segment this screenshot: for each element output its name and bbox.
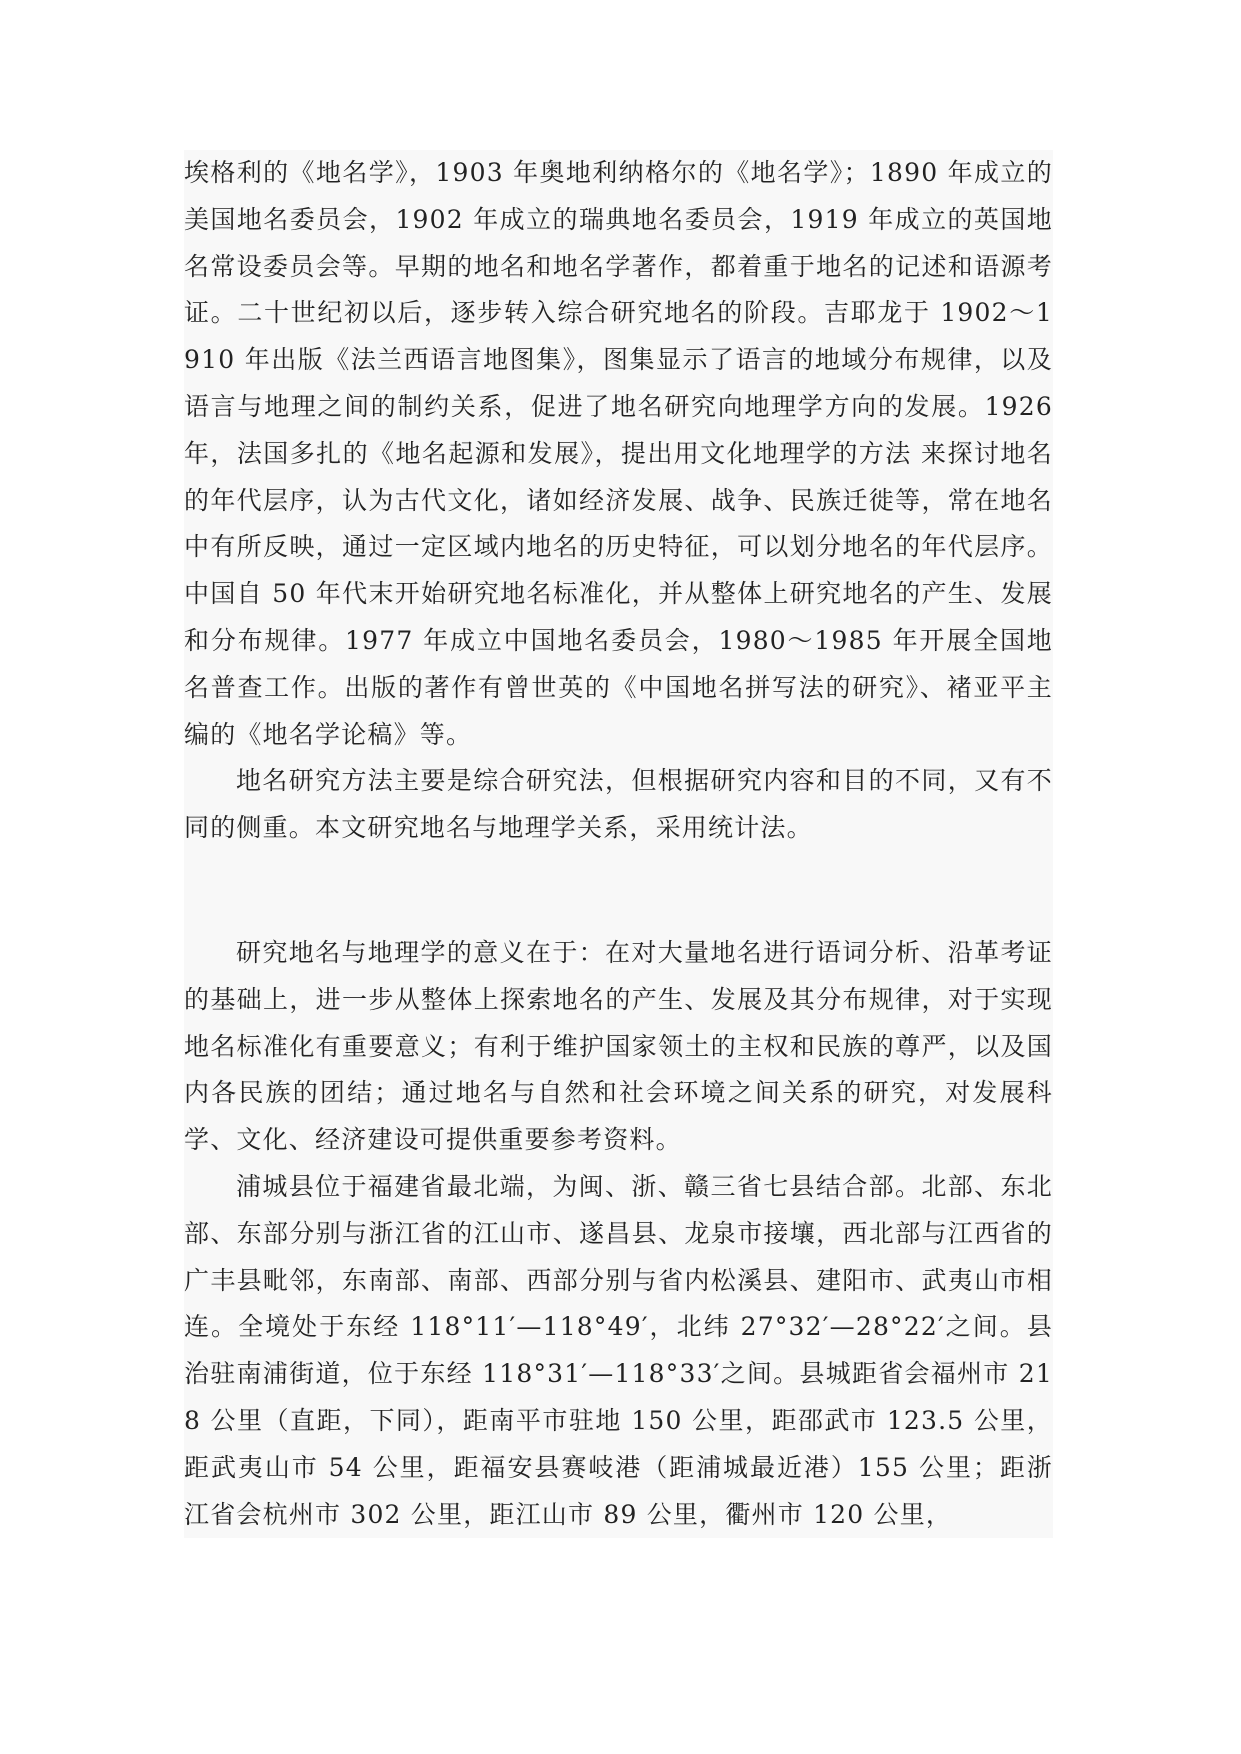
paragraph-location: 浦城县位于福建省最北端，为闽、浙、赣三省七县结合部。北部、东北部、东部分别与浙江省的江山市、遂昌县、龙泉市接壤，西北部与江西省的广丰县毗邻，东南部、南部、西部分别与省内松溪县、建阳市、武夷山市相连。全境处于东经 118°11′—118°49′，北纬 27°32′—28°22′之间。县治驻南浦街道，位于东经 118°31′—118°33′之间。县城距省会福州市 218 公里（直距，下同），距南平市驻地 150 公里，距邵武市 123.5 公里，距武夷山市 54 公里，距福安县赛岐港（距浦城最近港）155 公里；距浙江省会杭州市 302 公里，距江山市 89 公里，衢州市 120 公里， [184, 1171, 1053, 1529]
paragraph-history: 埃格利的《地名学》，1903 年奥地利纳格尔的《地名学》；1890 年成立的美国地名委员会，1902 年成立的瑞典地名委员会，1919 年成立的英国地名常设委员会等。早期的地名和地名学著作，都着重于地名的记述和语源考证。二十世纪初以后，逐步转入综合研究地名的阶段。吉耶龙于 1902～1910 年出版《法兰西语言地图集》，图集显示了语言的地域分布规律，以及语言与地理之间的制约关系，促进了地名研究向地理学方向的发展。1926 年，法国多扎的《地名起源和发展》，提出用文化地理学的方法 来探讨地名的年代层序，认为古代文化，诸如经济发展、战争、民族迁徙等，常在地名中有所反映，通过一定区域内地名的历史特征，可以划分地名的年代层序。中国自 50 年代末开始研究地名标准化，并从整体上研究地名的产生、发展和分布规律。1977 年成立中国地名委员会，1980～1985 年开展全国地名普查工作。出版的著作有曾世英的《中国地名拼写法的研究》、褚亚平主编的《地名学论稿》等。 [184, 158, 1053, 749]
body-text-block [184, 150, 1053, 1538]
paragraph-gap [184, 852, 1053, 930]
paragraph-method: 地名研究方法主要是综合研究法，但根据研究内容和目的不同，又有不同的侧重。本文研究地名与地理学关系，采用统计法。 [184, 766, 1053, 843]
paragraph-significance: 研究地名与地理学的意义在于：在对大量地名进行语词分析、沿革考证的基础上，进一步从整体上探索地名的产生、发展及其分布规律，对于实现地名标准化有重要意义；有利于维护国家领土的主权和民族的尊严，以及国内各民族的团结；通过地名与自然和社会环境之间关系的研究，对发展科学、文化、经济建设可提供重要参考资料。 [184, 937, 1053, 1155]
